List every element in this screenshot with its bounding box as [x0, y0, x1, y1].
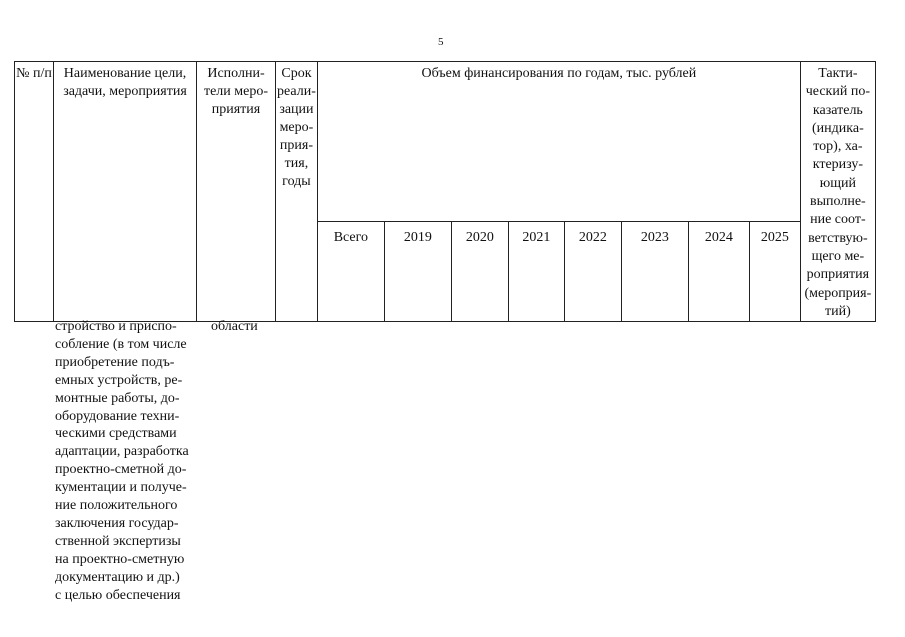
name-line: ческими средствами	[55, 426, 177, 442]
name-line: приобретение подъ-	[55, 354, 175, 370]
name-line: проектно-сметной до-	[55, 462, 187, 478]
header-financing: Объем финансирования по годам, тыс. рублей	[317, 62, 800, 222]
header-term: Срок реали-зации меро-прия-тия, годы	[276, 62, 318, 322]
name-line: кументации и получе-	[55, 480, 187, 496]
header-year-2021: 2021	[508, 222, 564, 322]
header-target-indicator: Такти-ческий по-казатель (индика-тор), ха-ктеризу-ющий выполне-ние соот-ветствую-щего ме-роприятия (мероприя-тий)	[800, 62, 875, 322]
header-year-2022: 2022	[564, 222, 621, 322]
header-number: № п/п	[15, 62, 54, 322]
name-line: емных устройств, ре-	[55, 372, 183, 388]
name-line: стройство и приспо-	[55, 319, 177, 334]
header-name: Наименование цели, задачи, мероприятия	[54, 62, 197, 322]
name-line: ние положительного	[55, 498, 178, 514]
name-line: собление (в том числе	[55, 336, 187, 352]
name-line: с целью обеспечения	[55, 587, 181, 603]
name-line: монтные работы, до-	[55, 390, 180, 406]
name-line: оборудование техни-	[55, 408, 180, 424]
name-line: на проектно-сметную	[55, 551, 185, 567]
name-line: адаптации, разработка	[55, 444, 189, 460]
header-year-2024: 2024	[688, 222, 749, 322]
name-line: заключения государ-	[55, 515, 179, 531]
name-line: документацию и др.)	[55, 569, 180, 585]
header-year-2023: 2023	[621, 222, 688, 322]
name-column-continuation	[55, 318, 194, 605]
header-year-2019: 2019	[384, 222, 451, 322]
header-year-2020: 2020	[451, 222, 508, 322]
name-line: ственной экспертизы	[55, 533, 181, 549]
executor-column-continuation: области	[211, 319, 258, 334]
financing-table	[14, 61, 876, 322]
header-executors: Исполни-тели меро-приятия	[197, 62, 276, 322]
header-year-2025: 2025	[749, 222, 800, 322]
page-number: 5	[438, 36, 444, 48]
header-total: Всего	[317, 222, 384, 322]
